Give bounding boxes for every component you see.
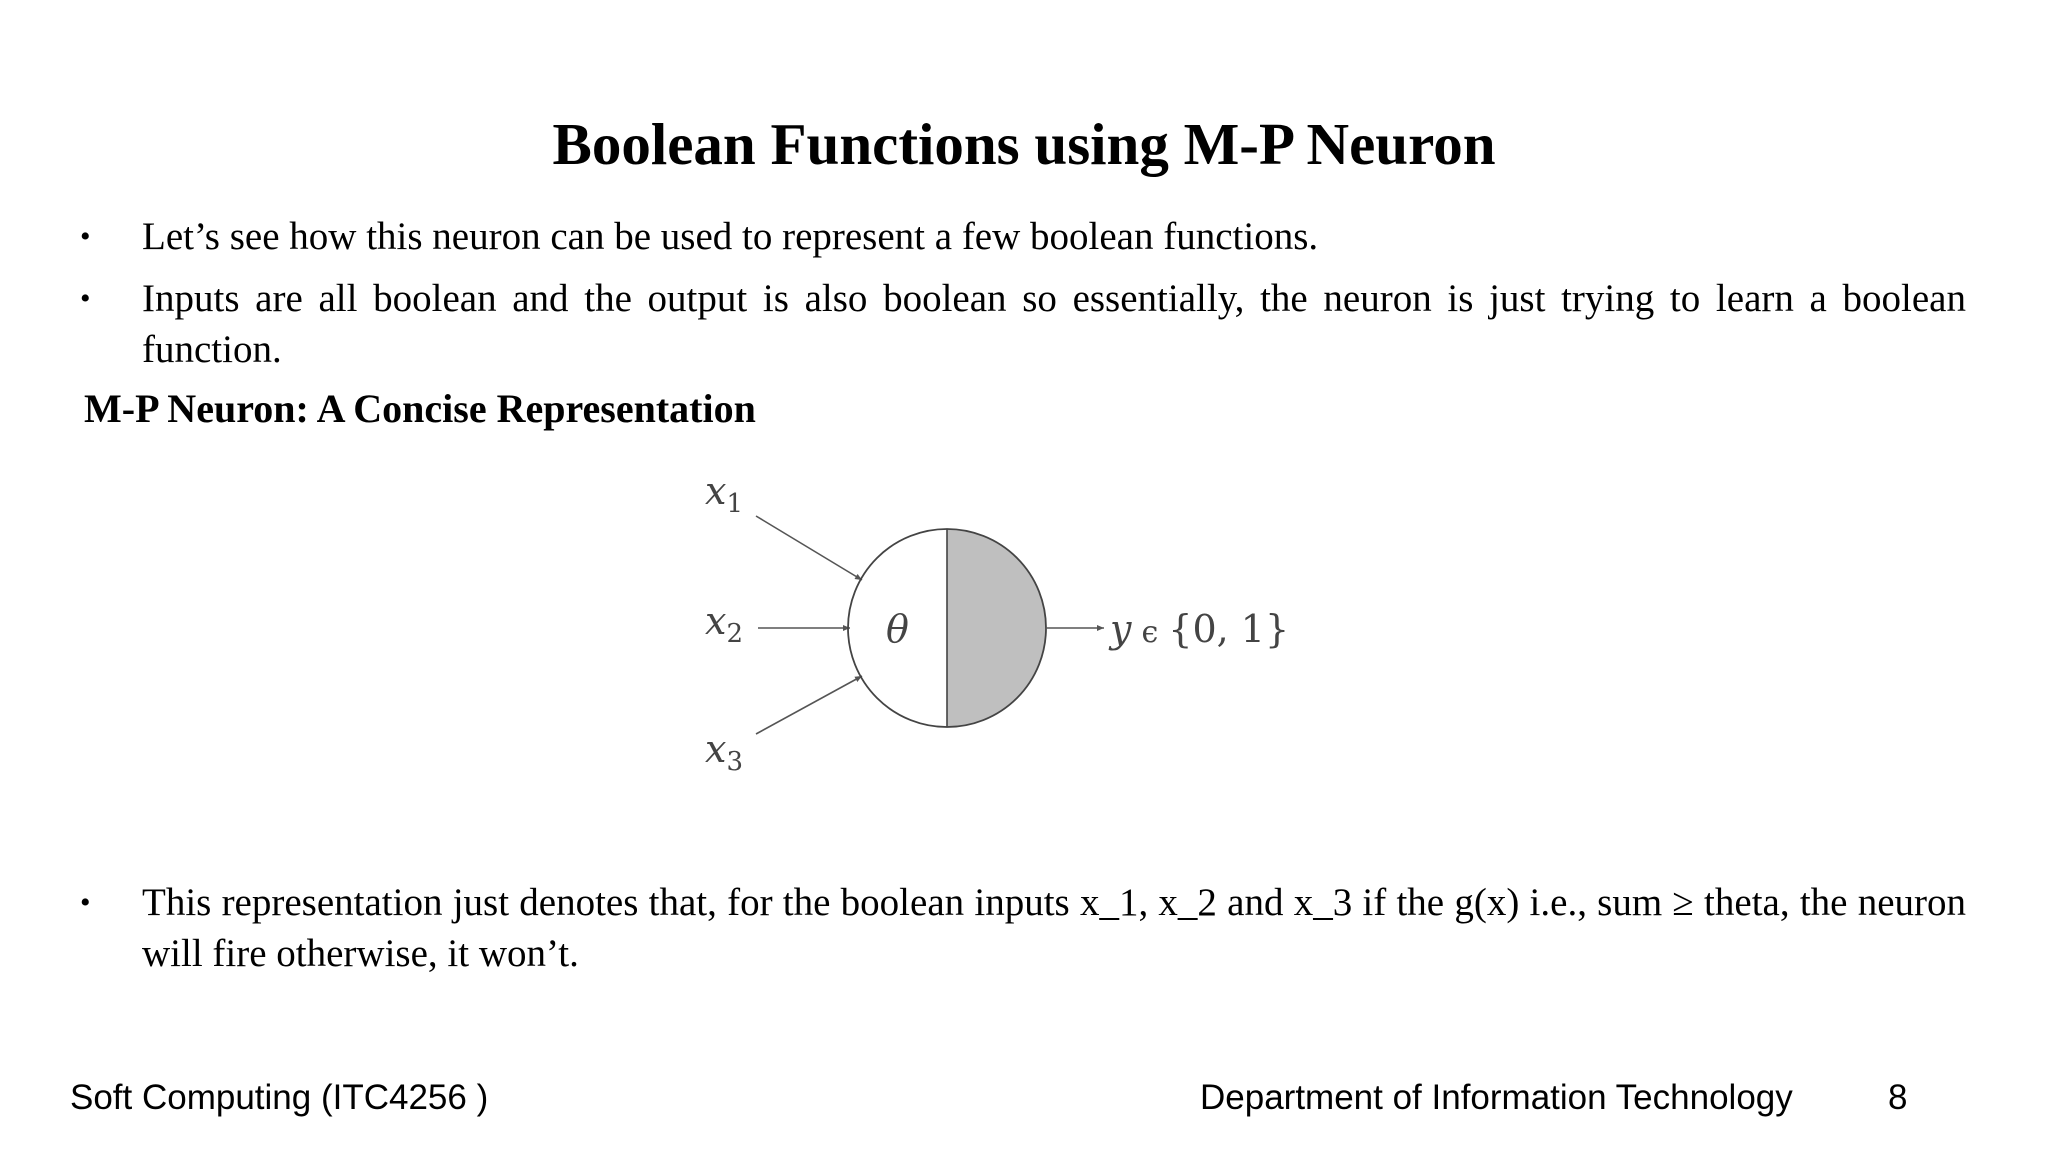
- output-label: [1108, 607, 1289, 651]
- output-set: {0, 1}: [1168, 607, 1290, 651]
- input-x1-text: x: [705, 470, 727, 513]
- bullet-item: [80, 273, 1966, 375]
- output-in-symbol: ϵ: [1141, 615, 1159, 650]
- input-label-x3: [705, 727, 743, 777]
- bullet-item: [80, 211, 1966, 262]
- input-label-x1: [705, 470, 743, 519]
- footer-course: Soft Computing (ITC4256 ): [70, 1078, 489, 1117]
- bullet-text: Let’s see how this neuron can be used to represent a few boolean functions.: [142, 215, 1319, 258]
- bullet-dot: •: [80, 220, 91, 253]
- input-x3-subscript: 3: [726, 747, 743, 777]
- input-arrow-x1: [756, 516, 862, 580]
- input-arrow-x3: [756, 676, 862, 734]
- input-label-x2: [705, 599, 743, 649]
- input-x2-text: x: [705, 599, 727, 643]
- footer-page-number: 8: [1888, 1078, 1908, 1117]
- threshold-theta: [886, 607, 909, 651]
- bullet-text: Inputs are all boolean and the output is also boolean so essentially, the neuron is just trying to learn a boolean function.: [142, 277, 1966, 371]
- bullet-dot: •: [80, 282, 91, 315]
- mp-neuron-diagram: [690, 470, 1310, 790]
- bullet-item: [80, 877, 1966, 979]
- bullet-text: This representation just denotes that, for the boolean inputs x_1, x_2 and x_3 if the g(x) i.e., sum ≥ theta, the neuron will fire otherwise, it won’t.: [142, 881, 1966, 975]
- input-x3-text: x: [705, 727, 727, 771]
- input-x1-subscript: 1: [726, 489, 743, 519]
- slide-title: Boolean Functions using M-P Neuron: [552, 111, 1496, 177]
- mp-neuron-svg: [690, 470, 1310, 790]
- neuron-shaded-half: [947, 529, 1046, 727]
- footer-department: Department of Information Technology: [1200, 1078, 1793, 1117]
- bullet-dot: •: [80, 886, 91, 919]
- output-var: y: [1110, 607, 1132, 651]
- section-subheading: M-P Neuron: A Concise Representation: [84, 386, 756, 431]
- theta-text: θ: [886, 607, 909, 651]
- input-x2-subscript: 2: [726, 619, 743, 649]
